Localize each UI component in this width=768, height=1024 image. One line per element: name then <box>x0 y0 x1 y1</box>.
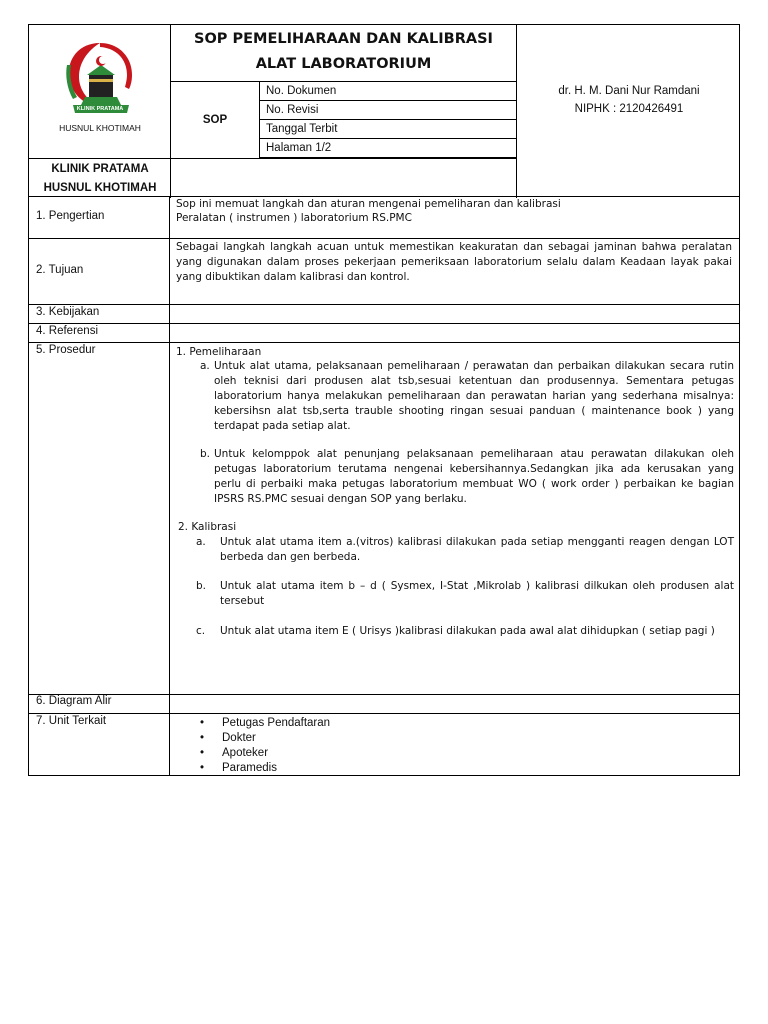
pemeliharaan-title: 1. Pemeliharaan <box>176 346 262 358</box>
unit-item-label: Petugas Pendaftaran <box>222 717 331 729</box>
unit-item-label: Apoteker <box>222 747 269 759</box>
section-value <box>170 197 739 238</box>
document-title-line1: SOP PEMELIHARAAN DAN KALIBRASI <box>194 31 493 47</box>
section-label: 1. Pengertian <box>29 197 170 238</box>
kalibrasi-item-a: Untuk alat utama item a.(vitros) kalibrasi dilakukan pada setiap mengganti reagen dengan LOT berbeda dan gen berbeda. <box>220 536 734 563</box>
list-item <box>200 731 256 746</box>
signer-name: dr. H. M. Dani Nur Ramdani <box>558 85 700 97</box>
list-item <box>200 761 277 776</box>
section-diagram-alir <box>28 695 740 714</box>
section-value <box>170 305 739 323</box>
bullet: • <box>200 762 205 774</box>
kalibrasi-item-c: Untuk alat utama item E ( Urisys )kalibrasi dilakukan pada awal alat dihidupkan ( setiap pagi ) <box>220 625 715 637</box>
section-label: 3. Kebijakan <box>29 305 170 323</box>
section-value <box>170 695 739 713</box>
clinic-name-line2: HUSNUL KHOTIMAH <box>43 182 157 194</box>
sop-label-cell <box>171 82 259 158</box>
section-referensi <box>28 324 740 343</box>
signer-cell <box>517 25 741 198</box>
item-marker: b. <box>200 448 211 460</box>
document-header <box>28 24 740 197</box>
unit-item-label: Dokter <box>222 732 256 744</box>
section-tujuan <box>28 239 740 305</box>
clinic-name-line1: KLINIK PRATAMA <box>51 163 149 175</box>
logo-ring-text: KLINIK PRATAMA <box>76 106 124 112</box>
logo-caption: HUSNUL KHOTIMAH <box>59 123 141 133</box>
section-label: 4. Referensi <box>29 324 170 342</box>
item-marker: b. <box>196 580 207 592</box>
bullet: • <box>200 747 205 759</box>
tujuan-text: Sebagai langkah langkah acuan untuk memestikan keakuratan dan sebagai jaminan bahwa peralatan yang digunakan dalam proses pekerjaan pemeriksaan laboratorium selalu dalam Keadaan layak pakai yang dibuktikan dalam kalibrasi dan kontrol. <box>176 241 732 283</box>
prosedur-content <box>170 343 739 694</box>
meta-halaman: Halaman 1/2 <box>260 139 516 158</box>
signer-id: NIPHK : 2120426491 <box>574 103 684 115</box>
list-item <box>200 716 331 731</box>
item-marker: a. <box>200 360 210 372</box>
meta-no-revisi: No. Revisi <box>260 101 516 120</box>
bullet: • <box>200 717 205 729</box>
kalibrasi-item-b: Untuk alat utama item b – d ( Sysmex, I-Stat ,Mikrolab ) kalibrasi dilkukan oleh produsen alat tersebut <box>220 580 734 607</box>
section-label: 7. Unit Terkait <box>29 714 170 775</box>
item-marker: a. <box>196 536 206 548</box>
logo-cell <box>29 25 171 158</box>
section-label: 6. Diagram Alir <box>29 695 170 713</box>
bullet: • <box>200 732 205 744</box>
section-unit-terkait <box>28 714 740 776</box>
document-title-line2: ALAT LABORATORIUM <box>255 56 432 72</box>
document-title-cell <box>171 25 516 82</box>
section-prosedur <box>28 343 740 695</box>
section-label: 2. Tujuan <box>29 239 170 304</box>
unit-list <box>170 714 739 775</box>
section-label: 5. Prosedur <box>29 343 170 694</box>
list-item <box>200 746 269 761</box>
pemeliharaan-item-b: Untuk kelomppok alat penunjang pelaksanaan pemeliharaan atau perawatan dilakukan oleh petugas laboratorium terutama nengenai kebersihannya.Sedangkan jika ada kerusakan yang perlu di perbaiki maka petugas laboratorium membuat WO ( work order ) perbaikan ke bagian IPSRS RS.PMC sesuai dengan SOP yang berlaku. <box>214 448 734 505</box>
section-pengertian <box>28 197 740 239</box>
sop-label: SOP <box>202 114 228 126</box>
meta-tanggal-terbit: Tanggal Terbit <box>260 120 516 139</box>
unit-item-label: Paramedis <box>222 762 277 774</box>
kalibrasi-title: 2. Kalibrasi <box>178 521 237 533</box>
clinic-name-cell <box>29 158 171 198</box>
section-kebijakan <box>28 305 740 324</box>
pemeliharaan-item-a: Untuk alat utama, pelaksanaan pemeliharaan / perawatan dan perbaikan dilakukan secara rutin oleh teknisi dari produsen alat tsb,sesuai ketentuan dan produsennya. Sementara petugas laboratorium hanya melakukan pemeliharaan dan perawatan harian yang sederhana misalnya: kebersihsn alat tsb,serta trauble shooting ringan sesuai panduan ( maintenance book ) yang terdapat pada setiap alat. <box>214 360 734 432</box>
pengertian-line2: Peralatan ( instrumen ) laboratorium RS.PMC <box>176 212 412 224</box>
item-marker: c. <box>196 625 206 637</box>
pengertian-line1: Sop ini memuat langkah dan aturan mengenai pemeliharan dan kalibrasi <box>176 198 561 210</box>
meta-no-dokumen: No. Dokumen <box>260 82 516 101</box>
section-value <box>170 324 739 342</box>
